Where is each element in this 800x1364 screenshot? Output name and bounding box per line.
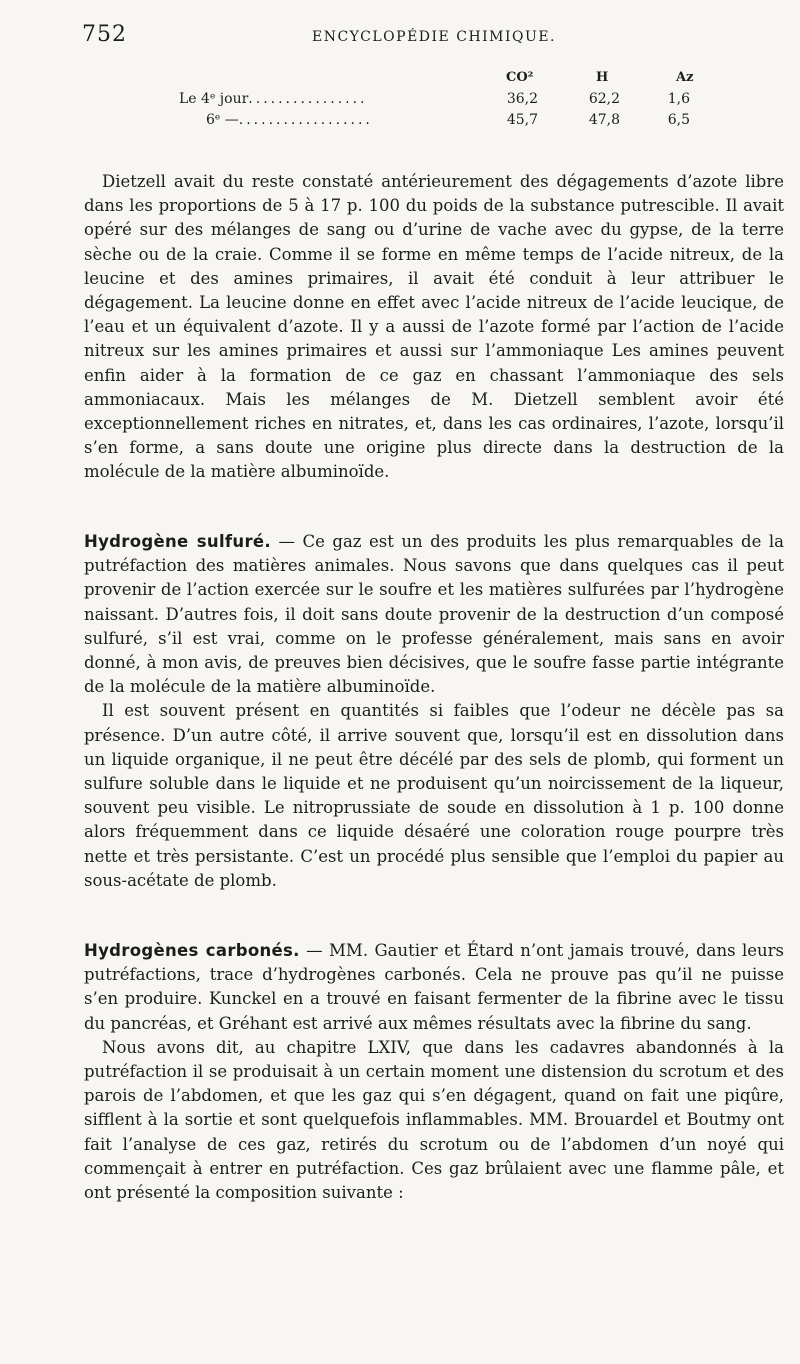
dot-leaders: ................ [248, 91, 368, 107]
gas-composition-table [82, 70, 702, 133]
section-title: Hydrogène sulfuré. [84, 532, 271, 551]
running-title: ENCYCLOPÉDIE CHIMIQUE. [312, 29, 556, 45]
row-label-text: 6ᵉ — [206, 112, 239, 128]
section-hydrogene-sulfure [84, 530, 784, 893]
cell-az: 1,6 [667, 91, 690, 107]
table-row [82, 91, 702, 112]
paragraph-text: — Ce gaz est un des produits les plus remarquables de la putréfaction des matières animales. Nous savons que dans quelques cas il peut provenir de l’action exercée sur le soufre et les matières sulfurées par l’hydrogène naissant. D’autres fois, il doit sans doute provenir de la destruction d’un composé sulfuré, s’il est vrai, comme on le professe généralement, mais sans en avoir donné, à mon avis, de preuves bien décisives, que le soufre fasse partie intégrante de la molécule de la matière albuminoïde. [84, 532, 784, 697]
row-label [206, 112, 496, 128]
paragraph-text: Nous avons dit, au chapitre LXIV, que dans les cadavres abandonnés à la putréfaction il se produisait à un certain moment une distension du scrotum et des parois de l’abdomen, et que les gaz qui s’en dégagent, quand on fait une piqûre, sifflent à la sortie et sont quelquefois inflammables. MM. Brouardel et Boutmy ont fait l’analyse de ces gaz, retirés du scrotum ou de l’abdomen d’un noyé qui commençait à entrer en putréfaction. Ces gaz brûlaient avec une flamme pâle, et ont présenté la composition suivante : [84, 1037, 784, 1203]
paragraph [84, 939, 784, 1036]
column-header-h: H [596, 70, 609, 85]
section-hydrogenes-carbones [84, 939, 784, 1205]
cell-h: 47,8 [588, 112, 620, 128]
table-header [82, 70, 702, 91]
row-label [179, 91, 495, 107]
column-header-co2: CO² [506, 70, 534, 85]
section-title: Hydrogènes carbonés. [84, 941, 300, 960]
table-row [82, 112, 702, 133]
paragraph-text: Il est souvent présent en quantités si faibles que l’odeur ne décèle pas sa présence. D’un autre côté, il arrive souvent que, lorsqu’il est en dissolution dans un liquide organique, il ne peut être décélé par des sels de plomb, qui forment un sulfure soluble dans le liquide et ne produisent qu’un noircissement de la liqueur, souvent peu visible. Le nitroprussiate de soude en dissolution à 1 p. 100 donne alors fréquemment dans ce liquide désaéré une coloration rouge pourpre très nette et très persistante. C’est un procédé plus sensible que l’emploi du papier au sous-acétate de plomb. [84, 701, 784, 890]
cell-az: 6,5 [667, 112, 690, 128]
paragraph-text: Dietzell avait du reste constaté antérieurement des dégagements d’azote libre dans les proportions de 5 à 17 p. 100 du poids de la substance putrescible. Il avait opéré sur des mélanges de sang ou d’urine de vache avec du gypse, de la terre sèche ou de la craie. Comme il se forme en même temps de l’acide nitreux, de la leucine et des amines primaires, il avait été conduit à leur attribuer le dégagement. La leucine donne en effet avec l’acide nitreux de l’acide leucique, de l’eau et un équivalent d’azote. Il y a aussi de l’azote formé par l’action de l’acide nitreux sur les amines primaires et aussi sur l’ammoniaque Les amines peuvent enfin aider à la formation de ce gaz en chassant l’ammoniaque des sels ammoniacaux. Mais les mélanges de M. Dietzell semblent avoir été exceptionnellement riches en nitrates, et, dans les cas ordinaires, l’azote, lorsqu’il s’en forme, a sans doute une origine plus directe dans la destruction de la molécule de la matière albuminoïde. [84, 172, 784, 482]
paragraph-dietzell [84, 170, 784, 485]
dot-leaders: .................. [238, 112, 373, 128]
paragraph-text: — MM. Gautier et Étard n’ont jamais trouvé, dans leurs putréfactions, trace d’hydrogènes carbonés. Cela ne prouve pas qu’il ne puisse s’en produire. Kunckel en a trouvé en faisant fermenter de la fibrine avec le tissu du pancréas, et Gréhant est arrivé aux mêmes résultats avec la fibrine du sang. [84, 941, 784, 1033]
cell-h: 62,2 [588, 91, 620, 107]
cell-co2: 45,7 [506, 112, 538, 128]
row-label-text: Le 4ᵉ jour [179, 91, 249, 107]
page-number: 752 [82, 22, 127, 47]
column-header-az: Az [676, 70, 694, 85]
paragraph [84, 530, 784, 699]
cell-co2: 36,2 [506, 91, 538, 107]
